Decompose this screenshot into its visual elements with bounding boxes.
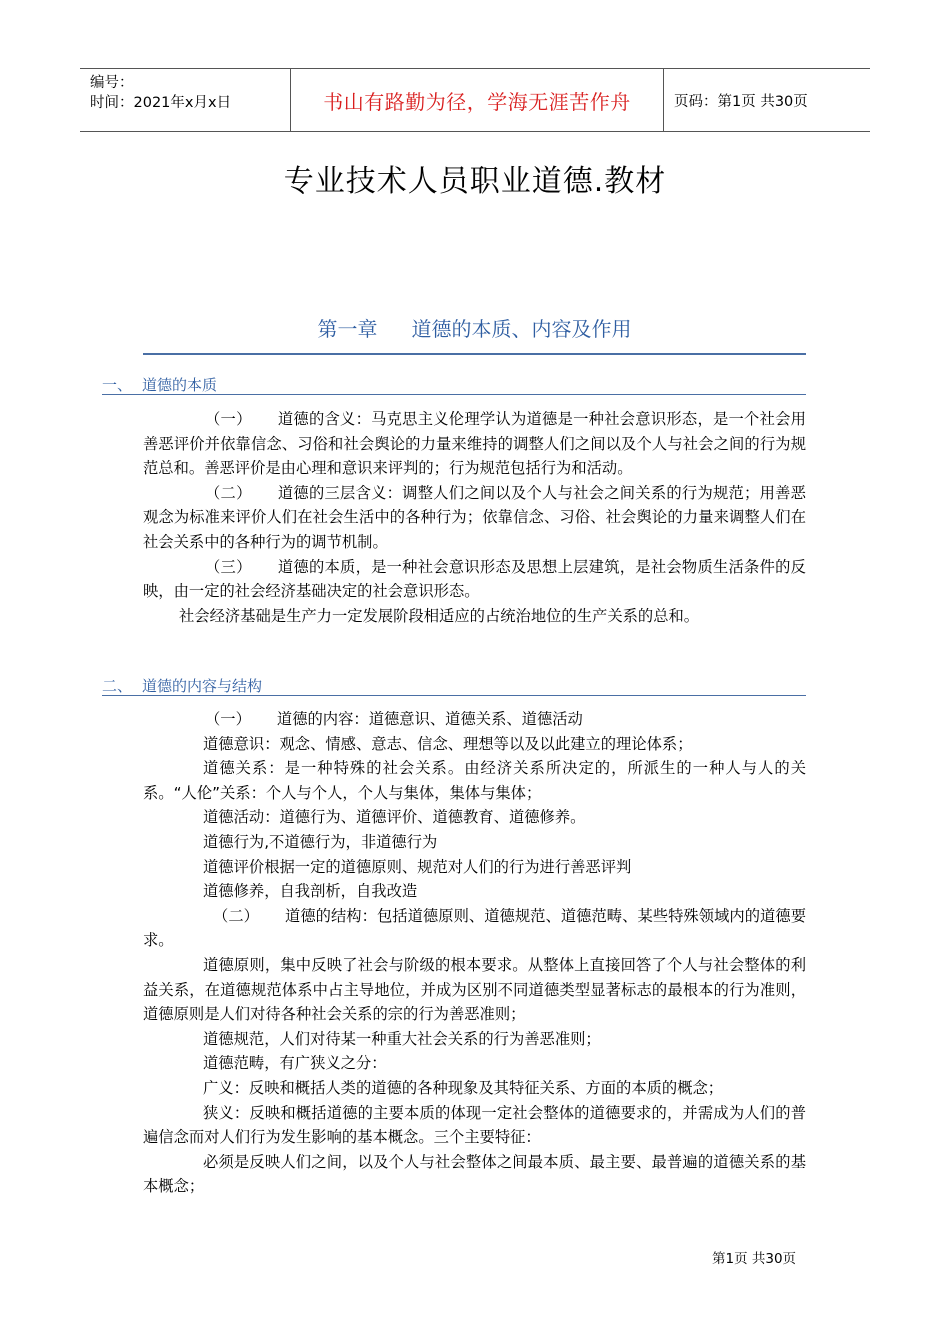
paragraph-text: 道德的含义：马克思主义伦理学认为道德是一种社会意识形态，是一个社会用善恶评价并依靠信念、习俗和社会舆论的力量来维持的调整人们之间以及个人与社会之间的行为规范总和。善恶评价是由心理和意识来评判的；行为规范包括行为和活动。 xyxy=(143,410,806,478)
paragraph: 社会经济基础是生产力一定发展阶段相适应的占统治地位的生产关系的总和。 xyxy=(179,606,700,625)
paragraph xyxy=(143,707,806,732)
paragraph: 道德规范，人们对待某一种重大社会关系的行为善恶准则； xyxy=(203,1029,601,1048)
item-number: （一） xyxy=(205,410,252,428)
page-footer: 第1页 共30页 xyxy=(712,1251,797,1267)
page-header xyxy=(80,68,870,132)
header-number-label: 编号： xyxy=(90,75,134,91)
section-heading-1 xyxy=(102,374,806,395)
header-page-info: 页码：第1页 共30页 xyxy=(674,93,808,110)
chapter-title: 道德的本质、内容及作用 xyxy=(411,317,632,341)
paragraph: 道德范畴，有广狭义之分： xyxy=(203,1054,387,1073)
section-number: 一、 xyxy=(102,376,133,394)
paragraph: 道德活动：道德行为、道德评价、道德教育、道德修养。 xyxy=(203,808,586,827)
section-heading-2 xyxy=(102,675,806,696)
section-2-body xyxy=(143,707,806,1199)
item-number: （二） xyxy=(213,906,259,925)
paragraph: 道德原则，集中反映了社会与阶级的根本要求。从整体上直接回答了个人与社会整体的利益关系，在道德规范体系中占主导地位，并成为区别不同道德类型显著标志的最根本的行为准则，道德原则是人们对待各种社会关系的宗的行为善恶准则； xyxy=(143,955,806,1024)
item-number: （三） xyxy=(205,557,252,576)
paragraph-text: 道德的本质，是一种社会意识形态及思想上层建筑，是社会物质生活条件的反映，由一定的社会经济基础决定的社会意识形态。 xyxy=(143,557,806,601)
header-time-label: 时间：2021年x月x日 xyxy=(90,95,232,111)
paragraph-text: 道德的三层含义：调整人们之间以及个人与社会之间关系的行为规范；用善恶观念为标准来评价人们在社会生活中的各种行为；依靠信念、习俗、社会舆论的力量来调整人们在社会关系中的各种行为的调节机制。 xyxy=(143,483,806,551)
paragraph xyxy=(143,555,806,604)
chapter-divider xyxy=(143,353,806,355)
paragraph: 广义：反映和概括人类的道德的各种现象及其特征关系、方面的本质的概念； xyxy=(203,1078,724,1097)
section-1-body xyxy=(143,407,806,628)
chapter-number: 第一章 xyxy=(317,317,378,341)
section-number: 二、 xyxy=(102,677,133,695)
paragraph: 必须是反映人们之间，以及个人与社会整体之间最本质、最主要、最普遍的道德关系的基本概念； xyxy=(143,1152,806,1196)
paragraph xyxy=(143,481,806,555)
paragraph: 道德行为,不道德行为，非道德行为 xyxy=(203,832,438,851)
header-meta xyxy=(80,69,290,131)
document-title: 专业技术人员职业道德.教材 xyxy=(283,164,667,199)
header-motto: 书山有路勤为径，学海无涯苦作舟 xyxy=(290,69,664,131)
paragraph-text: 道德的内容：道德意识、道德关系、道德活动 xyxy=(276,710,583,728)
item-number: （一） xyxy=(205,710,251,728)
paragraph xyxy=(143,407,806,481)
paragraph: 道德修养，自我剖析，自我改造 xyxy=(203,882,418,901)
section-title: 道德的本质 xyxy=(142,376,218,394)
paragraph: 道德意识：观念、情感、意志、信念、理想等以及以此建立的理论体系； xyxy=(203,734,693,753)
section-title: 道德的内容与结构 xyxy=(142,677,263,695)
paragraph: 道德关系：是一种特殊的社会关系。由经济关系所决定的，所派生的一种人与人的关系。“人伦”关系：个人与个人，个人与集体，集体与集体； xyxy=(143,759,806,802)
chapter-heading xyxy=(143,313,806,342)
item-number: （二） xyxy=(205,483,252,502)
paragraph: 道德评价根据一定的道德原则、规范对人们的行为进行善恶评判 xyxy=(203,857,632,876)
paragraph-text: 道德的结构：包括道德原则、道德规范、道德范畴、某些特殊领域内的道德要求。 xyxy=(143,906,806,950)
paragraph: 狭义：反映和概括道德的主要本质的体现一定社会整体的道德要求的，并需成为人们的普遍信念而对人们行为发生影响的基本概念。三个主要特征： xyxy=(143,1103,806,1147)
paragraph xyxy=(143,904,806,953)
